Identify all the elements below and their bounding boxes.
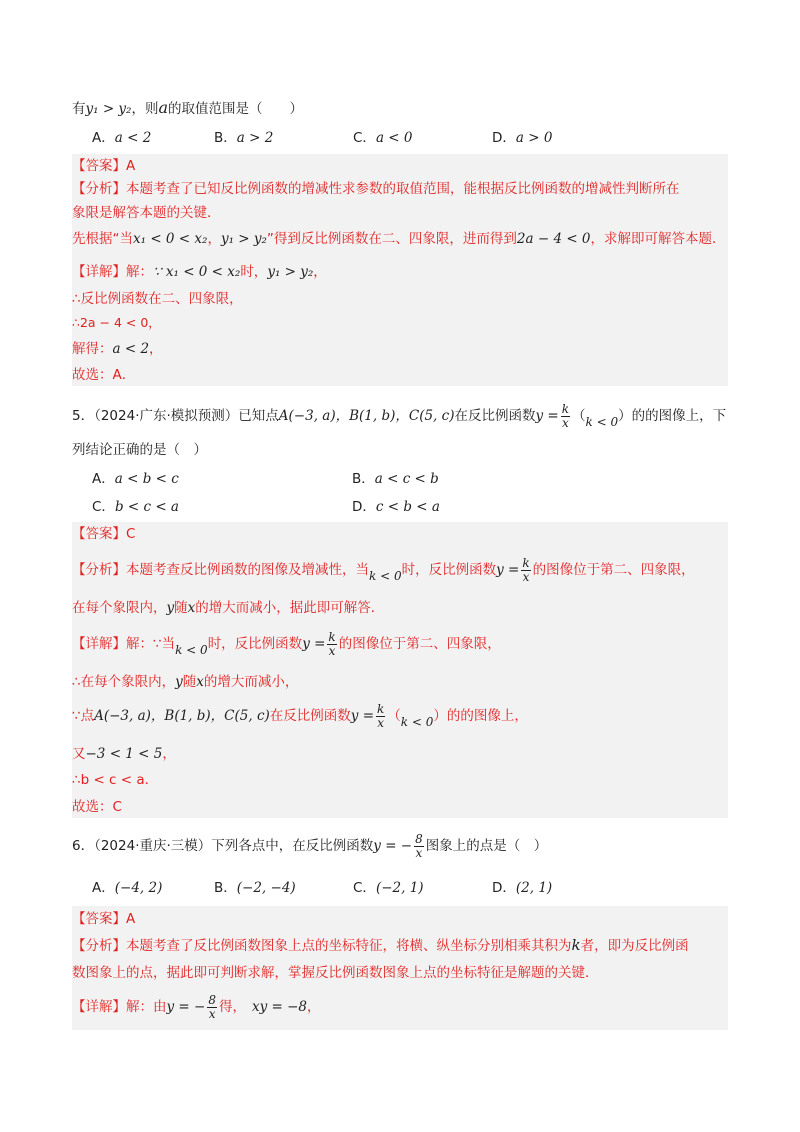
q5-analysis-line1 [72,556,695,590]
option-label: A． [92,880,115,896]
q5-step1 [72,672,298,692]
q4-analysis-line2: 象限是解答本题的关键． [72,205,221,221]
option-label: B． [214,880,237,896]
option-label: D． [492,880,516,896]
option-value: a < 0 [375,130,413,146]
math: y [166,600,175,616]
denominator: x [377,715,385,730]
text: 的增大而减小， [203,674,299,690]
math: y = − [166,999,206,1015]
math: x [187,600,196,616]
text: 解得： [72,341,113,357]
math: y₁ > y₂ [267,264,314,280]
q4-detail [72,262,327,282]
text: 【分析】本题考查了反比例函数图象上点的坐标特征，将横、纵坐标分别相乘其积为 [72,938,572,954]
denominator: x [561,415,569,430]
q4-conclusion: 故选：A． [72,367,136,383]
math: y = [496,562,520,578]
q5-stem-line2: 列结论正确的是（ ） [72,442,207,458]
fraction [376,703,385,730]
text: ）的的图像上， [433,708,528,724]
q4-step3 [72,339,163,359]
fraction [414,833,424,860]
math: 2a − 4 < 0 [516,231,591,247]
math: xy = −8 [251,999,308,1015]
math: y = [350,708,375,724]
text: 在反比例函数 [269,708,351,724]
text: ， [162,746,176,762]
text: 的增大而减小，据此即可解答． [195,600,385,616]
fraction [561,403,570,430]
text: （ [387,708,401,724]
fraction [207,994,217,1021]
denominator: x [208,1006,216,1021]
option-value: (−2, −4) [236,880,296,896]
option-label: B． [214,130,237,146]
option-value: c < b < a [375,499,440,515]
math: y [175,674,183,690]
numerator: 8 [208,992,216,1007]
text: ， [207,231,221,247]
math: x₁ < 0 < x₂ [133,231,208,247]
q4-stem-suffix: 的取值范围是（ ） [168,101,304,117]
math: y₁ > y₂ [220,231,267,247]
q5-step2 [72,702,528,736]
q4-option-d [492,128,552,148]
text: 先根据“当 [72,231,133,247]
q4-analysis-line1: 【分析】本题考查了已知反比例函数的增减性求参数的取值范围，能根据反比例函数的增减性判断所在 [72,181,680,197]
math: y = [535,408,559,424]
denominator: x [328,643,336,658]
q6-stem [72,832,547,860]
q4-option-a [92,128,151,148]
q6-option-d [492,878,552,898]
text: 【详解】解：∵当 [72,636,176,652]
math: A(−3, a)，B(1, b)，C(5, c) [278,408,455,424]
option-label: C． [353,130,376,146]
text: ∵点 [72,708,95,724]
math: k < 0 [585,415,619,429]
option-label: A． [92,471,115,487]
numerator: k [328,629,336,644]
q5-step3 [72,744,176,764]
q4-stem-var: a [158,98,169,117]
denominator: x [522,569,530,584]
text: ∴在每个象限内， [72,674,176,690]
q6-analysis-line2: 数图象上的点，据此即可判断求解，掌握反比例函数图象上点的坐标特征是解题的关键． [72,965,599,981]
text: 的图像位于第二、四象限， [338,636,501,652]
option-label: C． [353,880,376,896]
q6-option-b [214,878,296,898]
option-value: a > 0 [515,130,553,146]
text: ）的的图像上，下 [618,408,727,424]
option-value: b < c < a [114,499,179,515]
q6-option-c [353,878,424,898]
option-value: a > 2 [236,130,274,146]
math: −3 < 1 < 5 [85,746,163,762]
text: 图象上的点是（ ） [425,838,548,854]
numerator: k [377,701,385,716]
q4-option-b [214,128,273,148]
math: k < 0 [400,715,434,729]
option-value: a < 2 [114,130,152,146]
text: ， [307,999,321,1015]
q4-answer: 【答案】A [72,158,136,174]
math: a < 2 [112,341,150,357]
option-value: a < c < b [374,471,439,487]
q5-option-b [352,469,439,489]
denominator: x [415,845,423,860]
math: y = − [373,838,413,854]
text: 6．（2024·重庆·三模）下列各点中，在反比例函数 [72,838,374,854]
math: k < 0 [369,569,402,583]
option-label: C． [92,499,115,515]
q4-stem-prefix: 有 [72,101,86,117]
text: 【详解】解： [72,264,153,280]
text: 时， [240,264,268,280]
text: ， [149,341,163,357]
q5-stem-line1 [72,402,726,436]
text: 【分析】本题考查反比例函数的图像及增减性，当 [72,562,369,578]
math: A(−3, a)，B(1, b)，C(5, c) [94,708,270,724]
math: x [196,674,204,690]
text: 时，反比例函数 [207,636,303,652]
q4-stem-mid: ，则 [131,101,159,117]
math: y = [302,636,326,652]
text: 5．（2024·广东·模拟预测）已知点 [72,408,279,424]
q5-step4: ∴b < c < a． [72,772,159,788]
math: ∵ x₁ < 0 < x₂ [153,264,241,280]
q6-analysis-line1 [72,935,689,956]
q4-analysis-line3 [72,229,726,249]
option-label: D． [492,130,516,146]
text: 随 [174,600,188,616]
q5-option-a [92,469,179,489]
q5-option-d [352,497,440,517]
text: 随 [182,674,197,690]
option-label: D． [352,499,376,515]
q4-option-c [353,128,412,148]
q4-stem-condition: y₁ > y₂ [85,101,132,117]
q4-step1: ∴反比例函数在二、四象限， [72,291,243,307]
option-value: (−2, 1) [375,880,424,896]
math: k < 0 [175,643,208,657]
text: 在每个象限内， [72,600,167,616]
text: 时，反比例函数 [401,562,497,578]
q5-option-c [92,497,179,517]
text: （ [571,408,586,424]
text: ”得到反比例函数在二、四象限，进而得到 [266,231,517,247]
numerator: k [522,555,530,570]
fraction [521,557,530,584]
q4-step2: ∴2a − 4 < 0， [72,315,161,330]
text: 又 [72,746,86,762]
q5-conclusion: 故选：C [72,799,122,815]
q5-answer: 【答案】C [72,526,136,542]
q5-analysis-line2 [72,598,384,618]
text: 【详解】解：由 [72,999,167,1015]
option-value: (−4, 2) [114,880,163,896]
option-value: (2, 1) [515,880,553,896]
text: 在反比例函数 [454,408,536,424]
math: k [571,936,581,954]
q6-option-a [92,878,162,898]
option-label: B． [352,471,375,487]
option-label: A． [92,130,115,146]
option-value: a < b < c [114,471,179,487]
fraction [327,631,336,658]
q4-stem [72,98,303,119]
text: ，求解即可解答本题． [590,231,726,247]
q6-detail [72,992,321,1022]
text: ， [313,264,327,280]
numerator: 8 [415,831,423,846]
numerator: k [561,401,569,416]
text: 得， [218,999,246,1015]
text: 者，即为反比例函 [580,938,689,954]
text: 的图像位于第二、四象限， [532,562,695,578]
q6-answer: 【答案】A [72,911,136,927]
q5-detail [72,630,501,664]
